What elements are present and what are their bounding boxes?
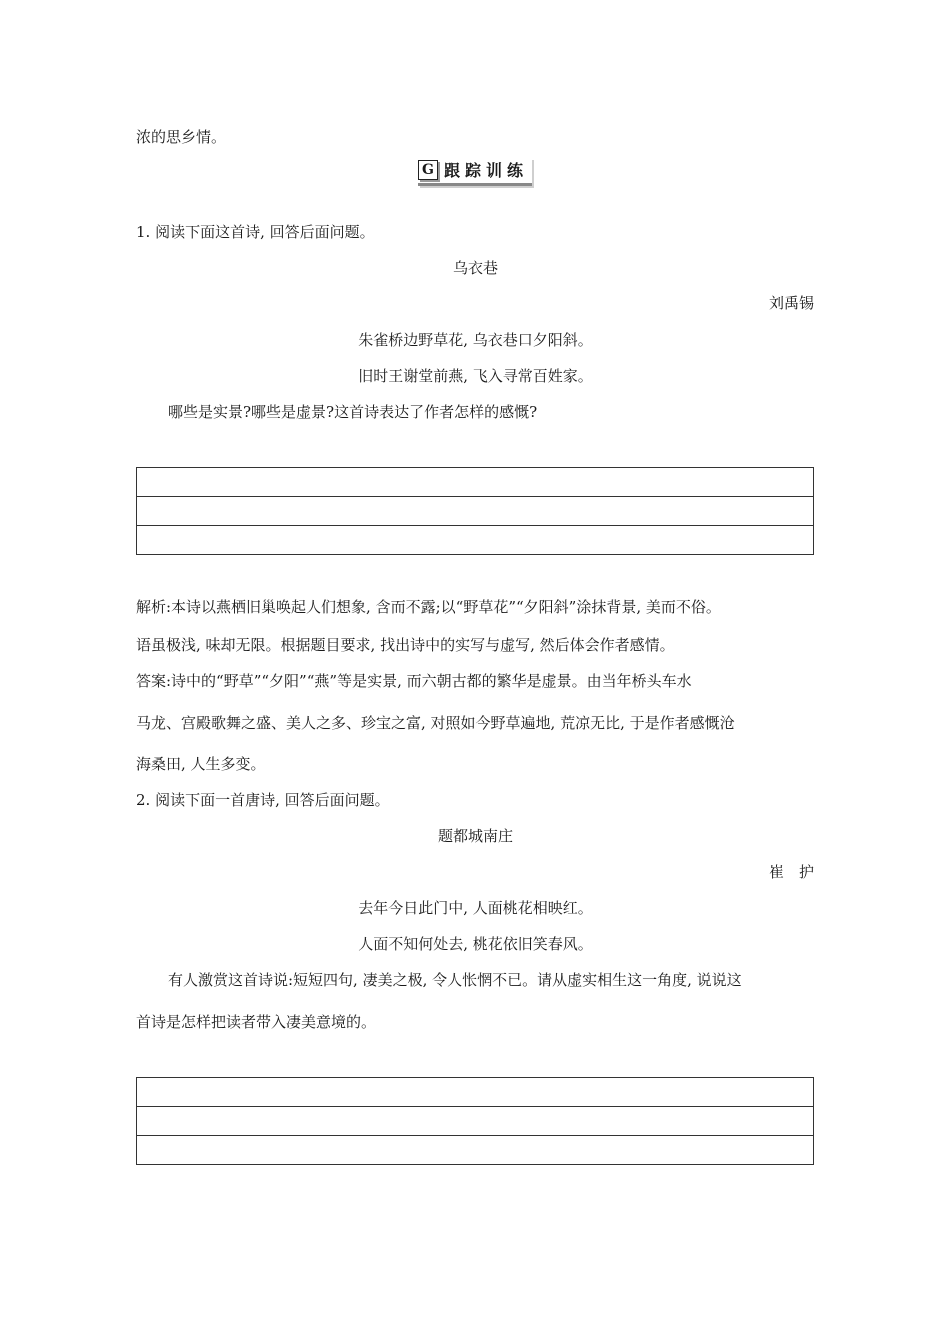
answer-line[interactable] [137, 1078, 813, 1107]
answer-line[interactable] [137, 468, 813, 497]
q1-analysis-line: 解析:本诗以燕栖旧巢唤起人们想象, 含而不露;以“野草花”“夕阳斜”涂抹背景, 美而不俗。 [136, 598, 721, 616]
q1-answer-box[interactable] [136, 467, 814, 555]
intro-tail-text: 浓的思乡情。 [136, 128, 227, 146]
section-heading [0, 160, 950, 184]
q2-question-line: 首诗是怎样把读者带入凄美意境的。 [136, 1013, 377, 1031]
q1-author: 刘禹锡 [768, 294, 814, 312]
section-title: 跟踪训练 [443, 161, 528, 180]
q1-poem-line: 旧时王谢堂前燕, 飞入寻常百姓家。 [358, 367, 593, 385]
q1-question: 哪些是实景?哪些是虚景?这首诗表达了作者怎样的感慨? [168, 403, 538, 421]
q1-poem-title: 乌衣巷 [452, 259, 498, 277]
q2-question-line: 有人激赏这首诗说:短短四句, 凄美之极, 令人怅惘不已。请从虚实相生这一角度, 说说这 [168, 971, 742, 989]
q1-poem-line: 朱雀桥边野草花, 乌衣巷口夕阳斜。 [358, 331, 593, 349]
section-heading-box [418, 158, 532, 186]
answer-line[interactable] [137, 526, 813, 554]
answer-line[interactable] [137, 1107, 813, 1136]
q1-answer-line: 马龙、宫殿歌舞之盛、美人之多、珍宝之富, 对照如今野草遍地, 荒凉无比, 于是作者感慨沧 [136, 714, 735, 732]
q2-poem-title: 题都城南庄 [437, 827, 513, 845]
q1-answer-line: 答案:诗中的“野草”“夕阳”“燕”等是实景, 而六朝古都的繁华是虚景。由当年桥头车水 [136, 672, 692, 690]
q1-answer-line: 海桑田, 人生多变。 [136, 755, 266, 773]
q2-answer-box[interactable] [136, 1077, 814, 1165]
q2-poem-line: 去年今日此门中, 人面桃花相映红。 [358, 899, 593, 917]
answer-line[interactable] [137, 497, 813, 526]
q2-prompt: 2. 阅读下面一首唐诗, 回答后面问题。 [136, 791, 390, 809]
q1-prompt: 1. 阅读下面这首诗, 回答后面问题。 [136, 223, 375, 241]
q2-poem-line: 人面不知何处去, 桃花依旧笑春风。 [358, 935, 593, 953]
answer-line[interactable] [137, 1136, 813, 1164]
q1-analysis-line: 语虽极浅, 味却无限。根据题目要求, 找出诗中的实写与虚写, 然后体会作者感情。 [136, 636, 675, 654]
section-badge-icon: G [418, 160, 438, 180]
q2-author: 崔 护 [768, 863, 814, 881]
